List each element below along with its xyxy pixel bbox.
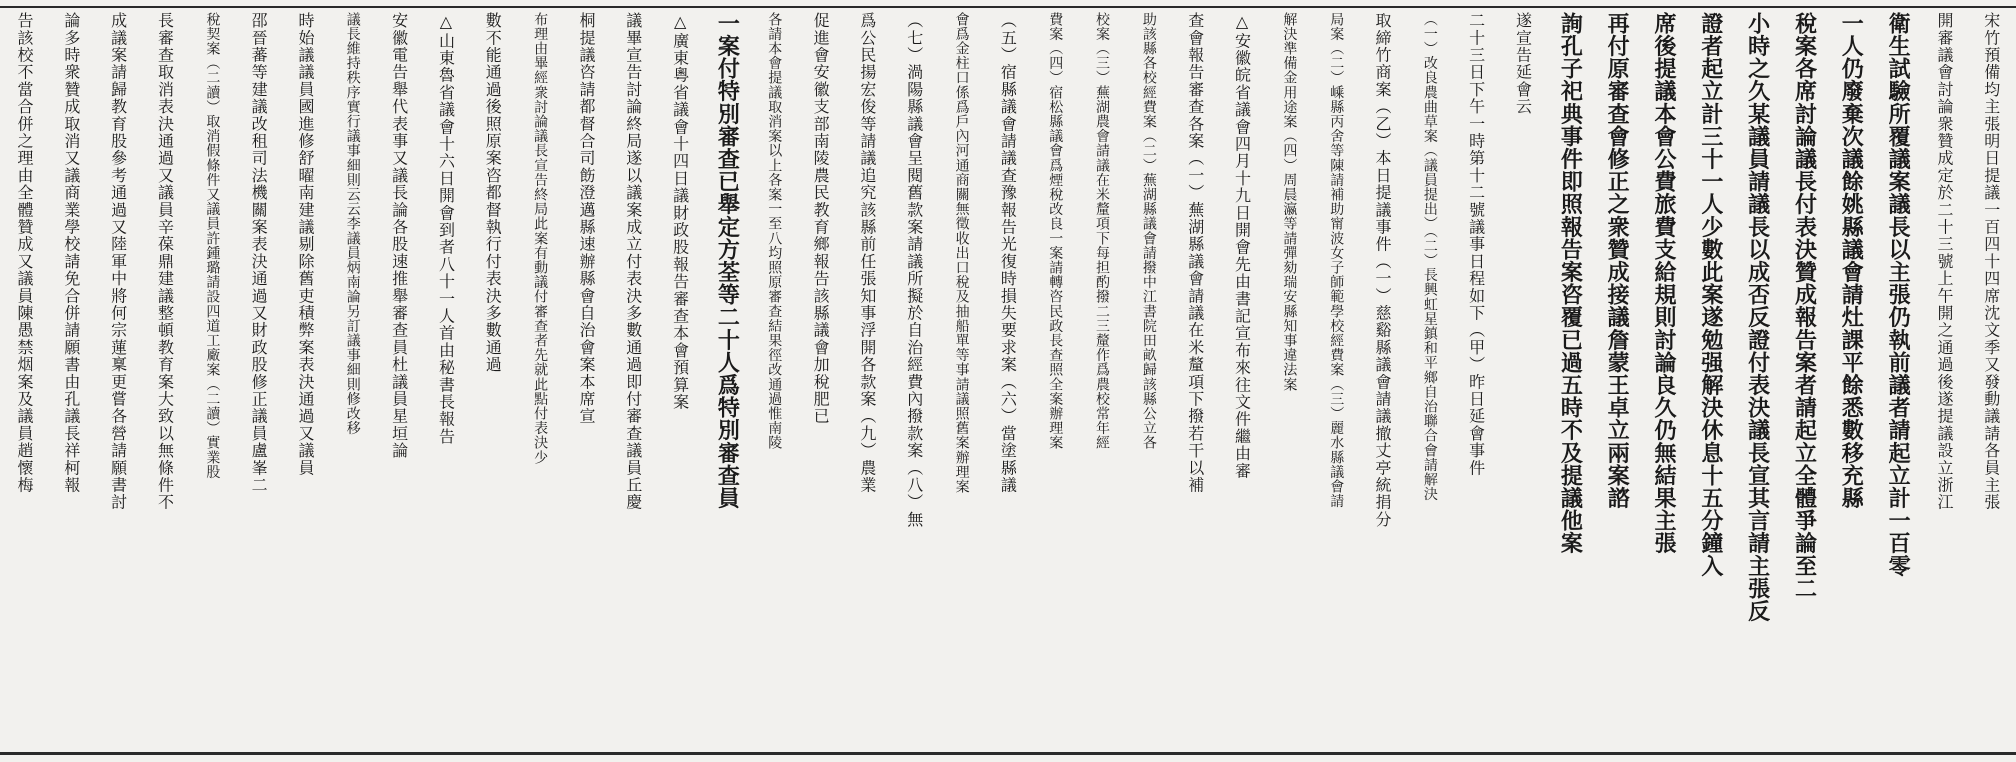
text-column: 各請本會提議取消案以上各案一至八均照原審查結果徑改通過惟南陵: [766, 12, 783, 450]
text-column: 一案付特別審查已舉定方荃等二十人爲特別審查員: [714, 12, 741, 510]
text-column: 爲公民揚宏俊等請議追究該縣前任張知事浮開各款案（九）農業: [857, 12, 877, 494]
text-column: 席後提議本會公費旅費支給規則討論良久仍無結果主張: [1650, 12, 1677, 555]
text-column: 稅契案（二讀）取消假條件又議員許鍾璐請設四道工廠案（二讀）實業股: [204, 12, 221, 480]
text-column: 議長維持秩序實行議事細則云云李議員炳南論另訂議事細則修改移: [344, 12, 361, 436]
bottom-rule: [0, 752, 2016, 755]
text-column: 成議案請歸教育股參考通過又陸軍中將何宗蓮稟更嘗各營請願書討: [108, 12, 128, 511]
text-column: 詢孔子祀典事件即照報告案咨覆已過五時不及提議他案: [1557, 12, 1584, 555]
text-column: 證者起立計三十一人少數此案遂勉强解決休息十五分鐘入: [1697, 12, 1724, 577]
text-column: △山東魯省議會十六日開會到者八十一人首由秘書長報告: [436, 12, 456, 445]
text-column: 時始議議員國進修舒曜南建議剔除舊吏積弊案表決通過又議員: [295, 12, 315, 477]
text-column: △廣東粵省議會十四日議財政股報告審查本會預算案: [670, 12, 690, 411]
text-column: 一人仍廢棄次議餘姚縣議會請灶課平餘悉數移充縣: [1838, 12, 1865, 510]
text-column: 二十三日下午一時第十二號議事日程如下（甲）昨日延會事件: [1466, 12, 1486, 477]
text-column: 遂宣告延會云: [1513, 12, 1533, 116]
text-column: 告該校不當合併之理由全體贊成又議員陳愚禁烟案及議員趙懷梅: [15, 12, 34, 494]
text-column: 布理由畢經衆討論議長宣告終局此案有動議付審查者先就此點付表決少: [532, 12, 549, 465]
text-column: 安徽電告舉代表事又議長論各股速推舉審查員杜議員星垣論: [389, 12, 409, 460]
text-column: 取締竹商案（乙）本日提議事件（一）慈谿縣議會請議撤丈亭統捐分: [1373, 12, 1393, 528]
text-column: 開審議會討論衆贊成定於二十三號上午開之通過後遂提議設立浙江: [1934, 12, 1954, 511]
text-column: 再付原審查會修正之衆贊成接議詹蒙王卓立兩案諮: [1604, 12, 1631, 510]
text-column: 邵晉蕃等建議改租司法機關案表決通過又財政股修正議員盧峯二: [249, 12, 269, 494]
text-column: 稅案各席討論議長付表決贊成報告案者請起立全體爭論至二: [1791, 12, 1818, 600]
text-column: 促進會安徽支部南陵農民教育鄉報告該縣議會加稅肥已: [811, 12, 831, 425]
text-column: （一）改良農曲草案（議員提出）（二）長興虹星鎮和平鄉自治聯合會請解決: [1421, 12, 1438, 502]
text-column: 桐提議咨請都督合司飭澄邁縣速辦縣會自治會案本席宣: [576, 12, 596, 425]
text-column: 校案（三）蕪湖農會請議在米釐項下每担酌撥二三釐作爲農校常年經: [1094, 12, 1111, 450]
text-columns: [6, 12, 2010, 746]
text-column: 衛生試驗所覆議案議長以主張仍執前議者請起立計一百零: [1885, 12, 1912, 577]
text-column: 小時之久某議員請議長以成否反證付表決議長宣其言請主張反: [1744, 12, 1771, 623]
text-column: 查會報告審查各案（一）蕪湖縣議會請議在米釐項下撥若干以補: [1185, 12, 1205, 494]
text-column: 助該縣各校經費案（二）蕪湖縣議會請撥中江書院田畝歸該縣公立各: [1140, 12, 1157, 450]
text-column: 費案（四）宿松縣議會爲煙稅改良一案請轉咨民政長查照全案辦理案: [1047, 12, 1064, 450]
text-column: 會爲金柱口係爲戶內河通商關無徵收出口稅及抽船單等事請議照舊案辦理案: [953, 12, 970, 494]
text-column: 局案（二）嵊縣丙舍等陳請補助甯波女子師範學校經費案（三）麗水縣議會請: [1328, 12, 1345, 509]
text-column: 解決準備金用途案（四）周晨瀛等請彈劾瑞安縣知事違法案: [1281, 12, 1298, 392]
text-column: （七）渦陽縣議會呈閱舊款案請議所擬於自治經費內撥款案（八）無: [904, 12, 924, 528]
text-column: △安徽皖省議會四月十九日開會先由書記宣布來往文件繼由審: [1232, 12, 1252, 480]
text-column: 論多時衆贊成取消又議商業學校請免合併請願書由孔議長祥柯報: [61, 12, 81, 494]
text-column: 數不能通過後照原案咨都督執行付表決多數通過: [483, 12, 503, 374]
top-rule: [0, 6, 2016, 8]
text-column: 長審查取消表決通過又議員辛葆鼎建議整頓教育案大致以無條件不: [155, 12, 175, 511]
text-column: （五）宿縣議會請議查豫報告光復時損失要求案（六）當塗縣議: [998, 12, 1018, 494]
text-column: 宋竹預備均主張明日提議一百四十四席沈文季又發動議請各員主張: [1981, 12, 2001, 511]
text-column: 議畢宣告討論終局遂以議案成立付表決多數通過即付審查議員丘慶: [623, 12, 643, 511]
